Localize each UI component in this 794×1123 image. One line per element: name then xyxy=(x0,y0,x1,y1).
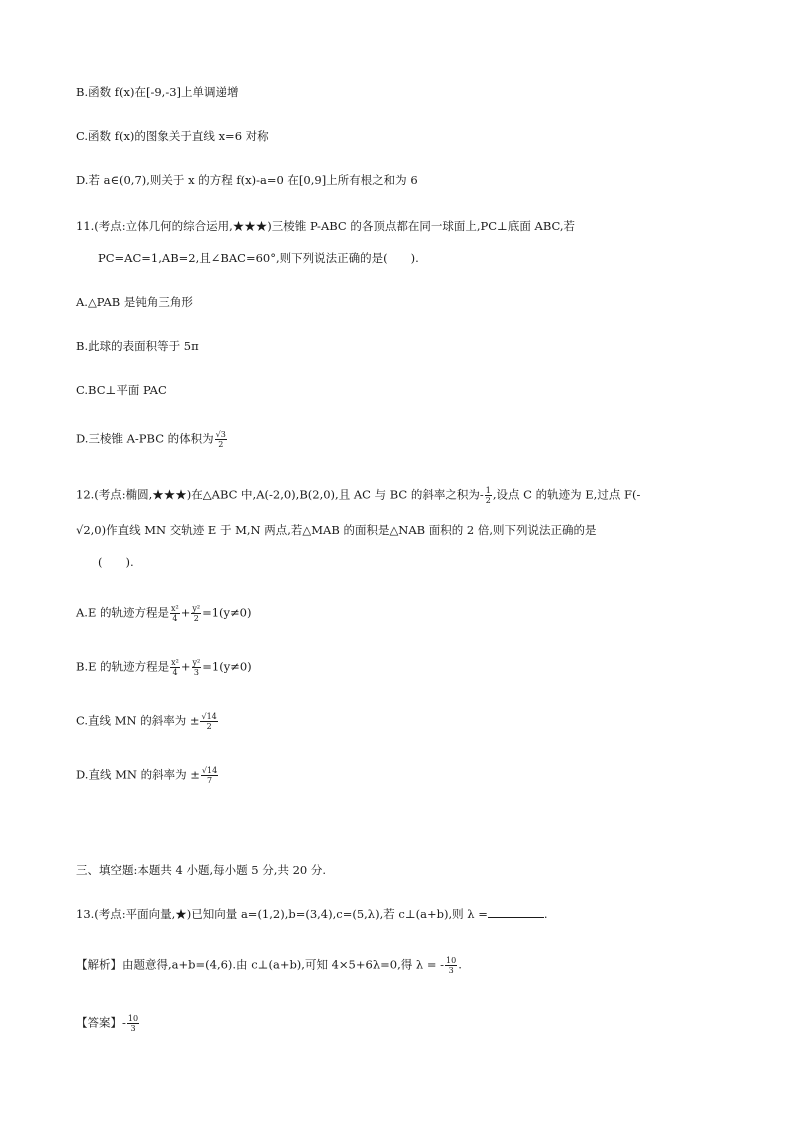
q11-stem-line1: 11.(考点:立体几何的综合运用,★★★)三棱锥 P-ABC 的各顶点都在同一球面上,PC⊥底面 ABC,若 xyxy=(76,219,576,233)
q12-option-c-text: C.直线 MN 的斜率为 ± xyxy=(76,713,200,728)
fraction-numerator: 10 xyxy=(446,956,457,965)
q13-analysis-end: . xyxy=(458,957,462,972)
fraction-numerator: √3 xyxy=(215,430,226,439)
q12-option-b xyxy=(76,658,252,677)
fraction-denominator: 2 xyxy=(193,614,199,623)
q12-stem-line2: √2,0)作直线 MN 交轨迹 E 于 M,N 两点,若△MAB 的面积是△NAB 面积的 2 倍,则下列说法正确的是 xyxy=(76,523,597,537)
q11-option-d xyxy=(76,430,228,449)
plus-sign: + xyxy=(180,605,191,620)
q11-option-d-text: D.三棱锥 A-PBC 的体积为 xyxy=(76,431,214,446)
fraction-denominator: 2 xyxy=(206,722,212,731)
fraction xyxy=(170,658,180,677)
fraction-denominator: 4 xyxy=(172,614,178,623)
fraction xyxy=(201,766,218,785)
q12-stem-text-a: 12.(考点:椭圆,★★★)在△ABC 中,A(-2,0),B(2,0),且 AC 与 BC 的斜率之积为- xyxy=(76,487,484,502)
q12-option-a-text: A.E 的轨迹方程是 xyxy=(76,605,170,620)
q11-stem-line2: PC=AC=1,AB=2,且∠BAC=60°,则下列说法正确的是( ). xyxy=(98,251,419,265)
fraction xyxy=(485,486,492,505)
answer-blank xyxy=(488,906,544,918)
q13-answer xyxy=(76,1014,140,1033)
fraction-numerator: x² xyxy=(171,658,179,667)
fraction-denominator: 7 xyxy=(207,776,213,785)
minus-sign: - xyxy=(122,1015,126,1030)
q13-analysis xyxy=(76,956,462,975)
fraction-denominator: 3 xyxy=(193,668,199,677)
q13-answer-label: 【答案】 xyxy=(76,1015,122,1030)
fraction xyxy=(127,1014,139,1033)
q12-option-d-text: D.直线 MN 的斜率为 ± xyxy=(76,767,200,782)
plus-sign: + xyxy=(180,659,191,674)
q12-option-b-suffix: =1(y≠0) xyxy=(202,659,252,674)
q11-option-b: B.此球的表面积等于 5π xyxy=(76,339,199,353)
q11-option-c: C.BC⊥平面 PAC xyxy=(76,383,167,397)
fraction xyxy=(200,712,217,731)
fraction-numerator: 10 xyxy=(127,1014,139,1023)
q12-option-a-suffix: =1(y≠0) xyxy=(202,605,252,620)
q12-option-b-text: B.E 的轨迹方程是 xyxy=(76,659,170,674)
q10-option-d: D.若 a∈(0,7),则关于 x 的方程 f(x)-a=0 在[0,9]上所有根之和为 6 xyxy=(76,173,418,187)
q13-stem-end: . xyxy=(543,907,548,921)
q13-stem xyxy=(76,906,548,922)
fraction xyxy=(191,604,201,623)
q13-analysis-text: 【解析】由题意得,a+b=(4,6).由 c⊥(a+b),可知 4×5+6λ=0,得 λ = - xyxy=(76,957,445,972)
q12-option-d xyxy=(76,766,219,785)
q13-stem-text: 13.(考点:平面向量,★)已知向量 a=(1,2),b=(3,4),c=(5,λ),若 c⊥(a+b),则 λ = xyxy=(76,907,488,921)
fraction-numerator: √14 xyxy=(201,766,218,775)
fraction-numerator: √14 xyxy=(201,712,217,721)
q12-option-c xyxy=(76,712,219,731)
fraction xyxy=(192,658,202,677)
q11-option-a: A.△PAB 是钝角三角形 xyxy=(76,295,193,309)
q10-option-b: B.函数 f(x)在[-9,-3]上单调递增 xyxy=(76,85,239,99)
fraction xyxy=(215,430,227,449)
fraction xyxy=(445,956,457,975)
fraction-denominator: 3 xyxy=(448,966,454,975)
fraction-numerator: 1 xyxy=(485,486,491,495)
fraction xyxy=(170,604,180,623)
fraction-numerator: y² xyxy=(192,658,201,667)
q12-stem-line3: ( ). xyxy=(98,555,134,569)
fraction-numerator: x² xyxy=(171,604,179,613)
section-heading: 三、填空题:本题共 4 小题,每小题 5 分,共 20 分. xyxy=(76,863,327,877)
fraction-denominator: 2 xyxy=(218,440,224,449)
q12-stem-line1 xyxy=(76,486,640,505)
q12-option-a xyxy=(76,604,251,623)
fraction-denominator: 2 xyxy=(485,496,491,505)
fraction-numerator: y² xyxy=(192,604,201,613)
q10-option-c: C.函数 f(x)的图象关于直线 x=6 对称 xyxy=(76,129,269,143)
fraction-denominator: 4 xyxy=(172,668,178,677)
fraction-denominator: 3 xyxy=(130,1024,136,1033)
q12-stem-text-b: ,设点 C 的轨迹为 E,过点 F(- xyxy=(492,487,641,502)
